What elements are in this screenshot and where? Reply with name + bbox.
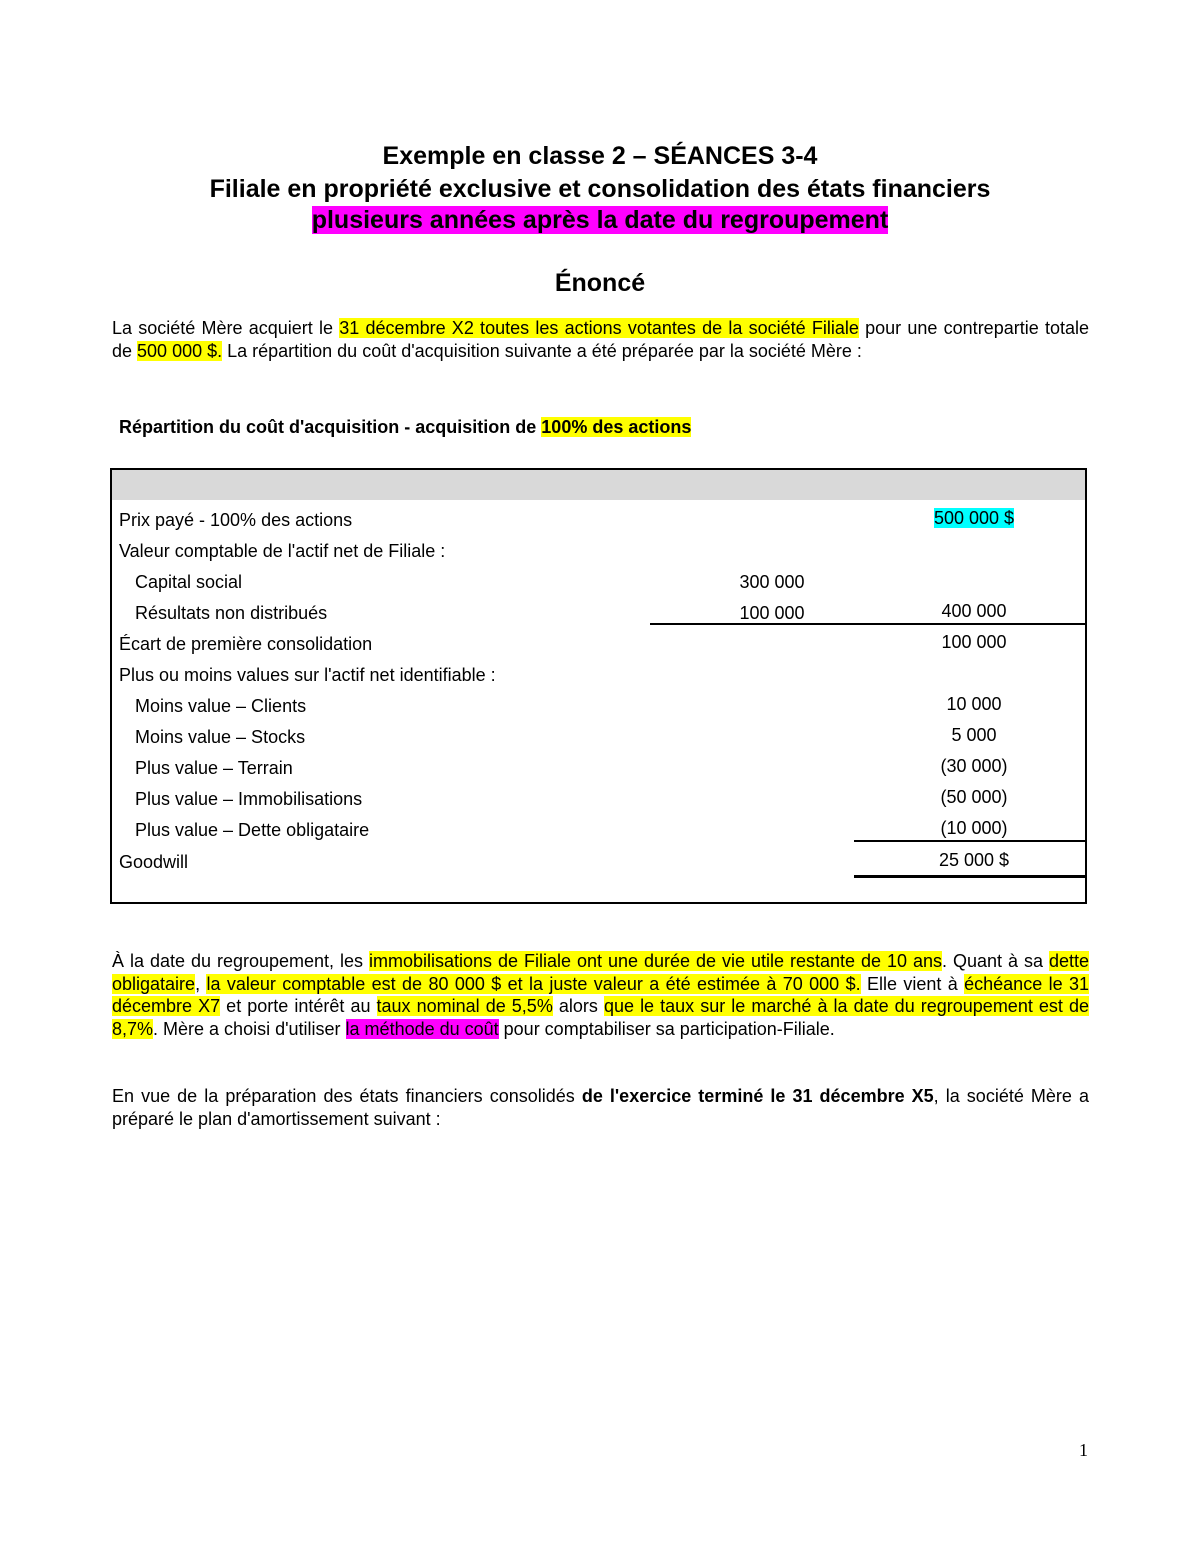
table-row (112, 634, 1085, 658)
row-label: Plus value – Dette obligataire (135, 820, 370, 840)
highlight-text: 500 000 $. (137, 340, 223, 361)
row-label: Plus value – Immobilisations (135, 789, 363, 809)
row-total: 400 000 (941, 601, 1007, 621)
row-label: Résultats non distribués (135, 603, 328, 623)
text-run: , la société Mère a préparé le plan d'amortissement suivant : (112, 1086, 1089, 1129)
text-run: Répartition du coût d'acquisition - acquisition de (119, 417, 542, 437)
row-label: Écart de première consolidation (119, 634, 373, 654)
subtotal-line (650, 623, 1087, 625)
row-label: Moins value – Clients (135, 696, 307, 716)
table-row (112, 510, 1085, 534)
table-row (112, 541, 1085, 565)
total-double-line (854, 875, 1087, 878)
highlight-text: plusieurs années après la date du regroupement (311, 206, 889, 234)
document-subtitle: Filiale en propriété exclusive et consolidation des états financiers (209, 175, 991, 203)
text-run: et porte intérêt au (220, 996, 377, 1016)
highlight-text: la méthode du coût (345, 1018, 499, 1039)
document-subtitle-highlight (0, 206, 1200, 235)
row-amount: 300 000 (739, 572, 805, 592)
row-label: Plus value – Terrain (135, 758, 293, 778)
section-title: Énoncé (554, 269, 646, 297)
row-total: 10 000 (946, 694, 1002, 714)
subtotal-line (854, 840, 1087, 842)
text-run: En vue de la préparation des états financiers consolidés (112, 1086, 582, 1106)
text-run: , (195, 973, 207, 994)
row-label: Plus ou moins values sur l'actif net identifiable : (119, 665, 496, 685)
row-label: Valeur comptable de l'actif net de Filiale : (119, 541, 446, 561)
highlight-text: la valeur comptable est de 80 000 $ et la juste valeur a été estimée à 70 000 $. (206, 973, 861, 994)
highlight-text: 100% des actions (541, 417, 692, 437)
text-run: pour une contrepartie totale de (112, 318, 1089, 361)
details-paragraph (112, 950, 1089, 1040)
row-label: Prix payé - 100% des actions (119, 510, 353, 530)
row-label: Capital social (135, 572, 243, 592)
page-number: 1 (1079, 1440, 1088, 1460)
acquisition-cost-table (110, 468, 1087, 904)
table-caption (119, 417, 691, 438)
text-run: alors (552, 996, 604, 1016)
row-label: Goodwill (119, 852, 189, 872)
table-row (112, 789, 1085, 813)
row-total: 100 000 (941, 632, 1007, 652)
row-total: (10 000) (940, 818, 1008, 838)
row-label: Moins value – Stocks (135, 727, 306, 747)
row-total: (50 000) (940, 787, 1008, 807)
highlight-text: échéance le 31 décembre X7 (112, 973, 1089, 1016)
row-total: 5 000 (951, 725, 997, 745)
bold-text: de l'exercice terminé le 31 décembre X5 (581, 1086, 934, 1106)
highlight-text: 500 000 $ (933, 508, 1015, 528)
highlight-text: immobilisations de Filiale ont une durée de vie utile restante de 10 ans (369, 951, 942, 971)
table-row (112, 852, 1085, 876)
table-row (112, 727, 1085, 751)
row-total (920, 508, 1028, 529)
text-run: . Mère a choisi d'utiliser (153, 1018, 346, 1039)
closing-paragraph (112, 1085, 1089, 1130)
text-run: La répartition du coût d'acquisition suivante a été préparée par la société Mère : (222, 340, 862, 361)
text-run: La société Mère acquiert le (112, 318, 340, 338)
row-total: 25 000 $ (938, 850, 1010, 870)
text-run: Elle vient à (860, 973, 965, 994)
text-run: À la date du regroupement, les (112, 951, 369, 971)
text-run: . Quant à sa (942, 951, 1049, 971)
text-run: pour comptabiliser sa participation-Filiale. (498, 1018, 835, 1039)
table-header-band (112, 470, 1085, 500)
row-amount: 100 000 (739, 603, 805, 623)
intro-paragraph (112, 317, 1089, 362)
row-total: (30 000) (940, 756, 1008, 776)
document-title: Exemple en classe 2 – SÉANCES 3-4 (382, 142, 818, 170)
table-row (112, 665, 1085, 689)
highlight-text: 31 décembre X2 toutes les actions votantes de la société Filiale (339, 318, 859, 338)
table-row (112, 696, 1085, 720)
highlight-text: que le taux sur le marché à la date du regroupement est de 8,7% (112, 996, 1089, 1039)
table-row (112, 572, 1085, 596)
table-row (112, 758, 1085, 782)
highlight-text: taux nominal de 5,5% (376, 996, 553, 1016)
highlight-text: dette obligataire (112, 951, 1089, 994)
